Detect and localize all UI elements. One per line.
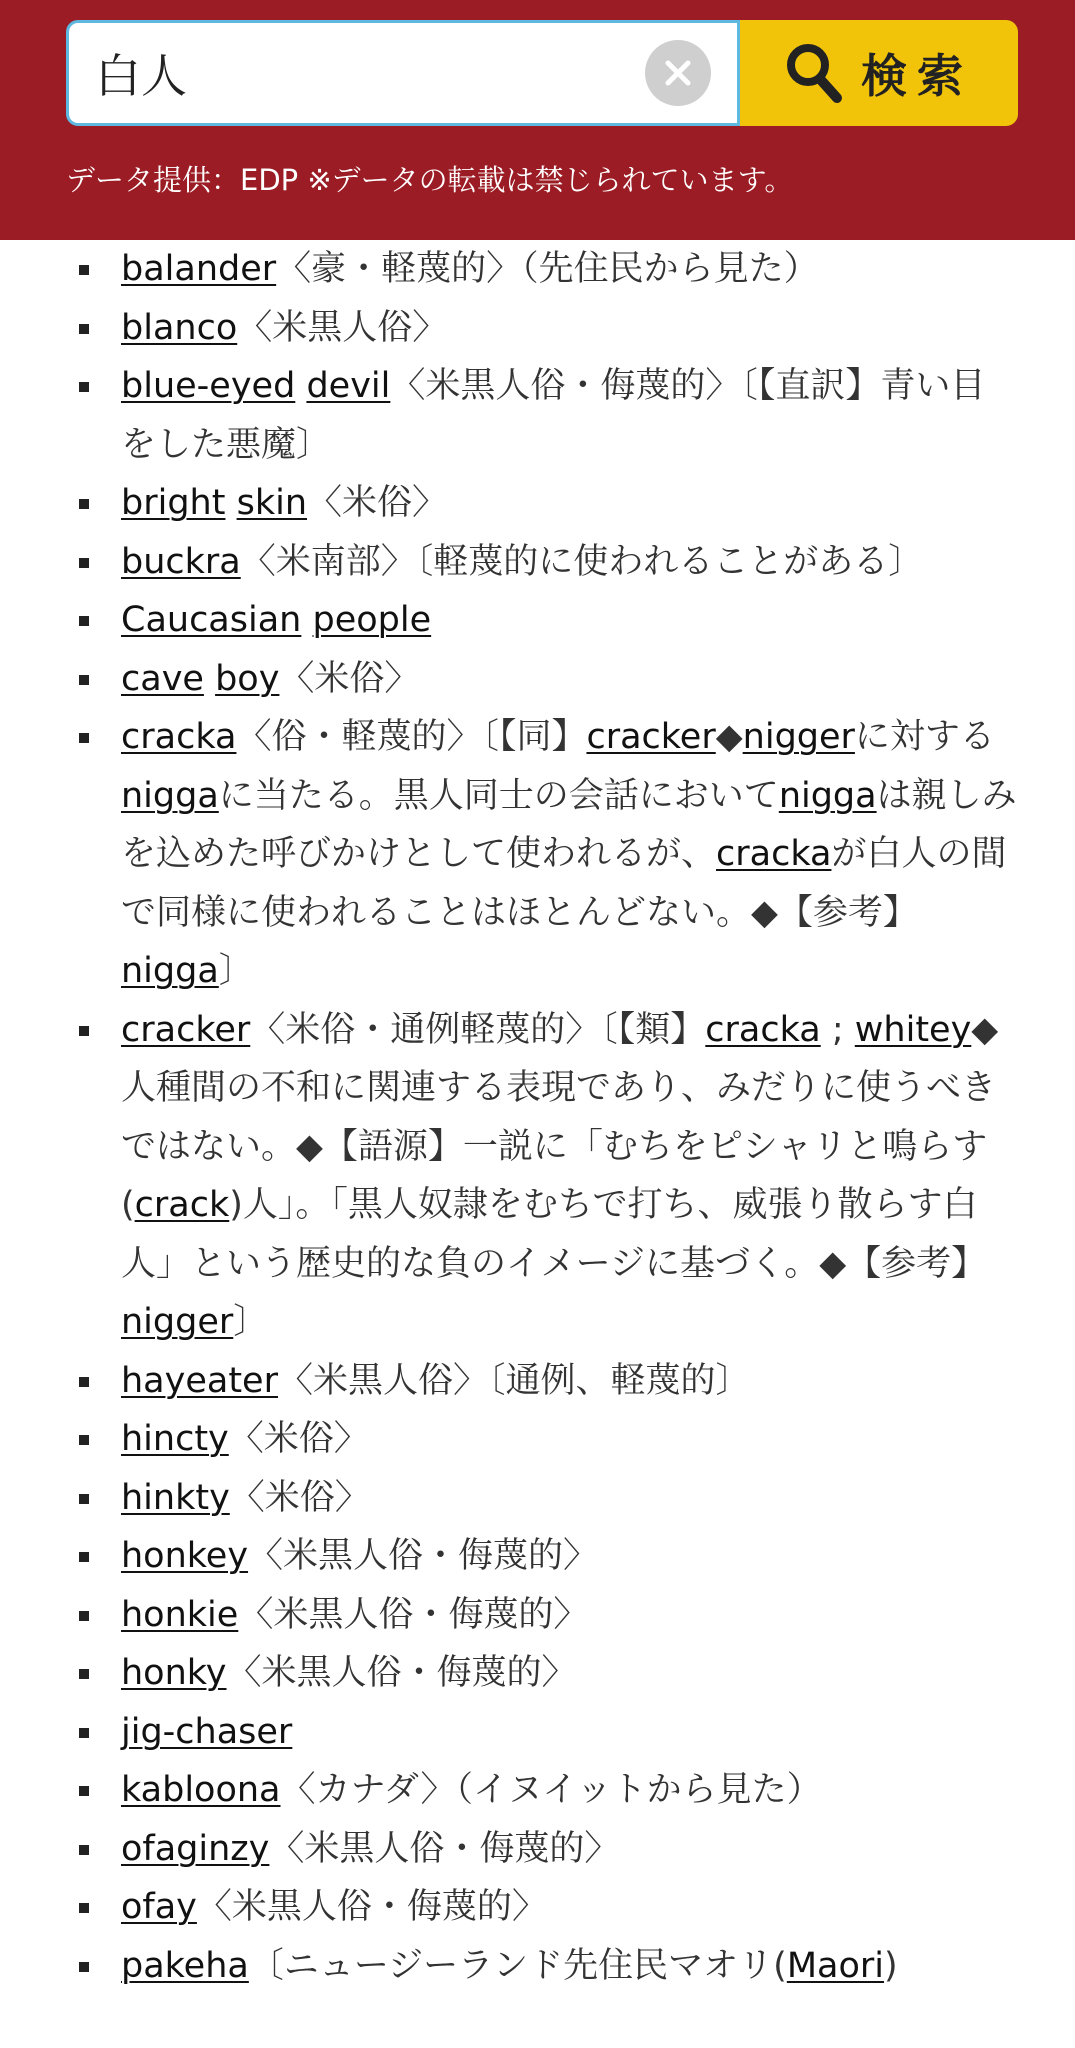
search-form (66, 20, 1018, 126)
entry-list (0, 240, 1075, 1995)
term-link[interactable]: honkey (121, 1536, 249, 1576)
reference-link[interactable]: nigger (742, 717, 855, 757)
clear-search-button[interactable] (645, 40, 711, 106)
list-item (0, 357, 1075, 474)
entry-note: 〈米黒人俗〉〔通例、軽蔑的〕 (277, 1360, 751, 1401)
term-link[interactable]: ofaginzy (121, 1828, 270, 1869)
term-link[interactable]: pakeha (121, 1945, 249, 1986)
list-item (0, 1761, 1075, 1820)
entry-note: 〈米黒人俗・侮蔑的〉 (269, 1828, 620, 1869)
reference-link[interactable]: crack (134, 1185, 230, 1225)
list-item (0, 1352, 1075, 1411)
entry-note: 〈米黒人俗・侮蔑的〉 (238, 1594, 589, 1635)
term-link[interactable]: cracka (121, 717, 237, 757)
entry-note-text: 〈米俗・通例軽蔑的〉〔【類】 (250, 1009, 706, 1050)
term-link[interactable]: people (312, 600, 432, 640)
search-icon (785, 42, 843, 104)
list-item (0, 1878, 1075, 1937)
entry-note: 〈豪・軽蔑的〉（先住民から見た） (276, 249, 819, 289)
entry-note: 〈カナダ〉（イヌイットから見た） (280, 1770, 822, 1810)
entry-note: 〈米南部〉〔軽蔑的に使われることがある〕 (240, 541, 924, 582)
entry-note: 〈米黒人俗・侮蔑的〉 (248, 1536, 599, 1576)
entry-note-text: 〔ニュージーランド先住民マオリ( (248, 1945, 787, 1986)
term-link[interactable]: bright (121, 483, 226, 523)
list-item (0, 708, 1075, 1001)
list-item (0, 1586, 1075, 1645)
list-item (0, 1469, 1075, 1528)
entry-note-text: に対する (854, 717, 995, 757)
entry-note-text: ; (820, 1009, 855, 1050)
term-link[interactable]: blue-eyed (121, 366, 296, 406)
entry-note: 〈米俗〉 (279, 658, 420, 699)
reference-link[interactable]: nigger (121, 1302, 234, 1342)
list-item (0, 1001, 1075, 1352)
term-link[interactable]: hinkty (121, 1477, 230, 1518)
reference-link[interactable]: cracker (586, 717, 716, 757)
header-bar (0, 0, 1075, 240)
reference-link[interactable]: cracka (705, 1009, 821, 1050)
term-link[interactable]: honkie (121, 1594, 239, 1635)
entry-note: 〈米黒人俗・侮蔑的〉 (196, 1887, 547, 1927)
search-input[interactable] (95, 33, 635, 113)
reference-link[interactable]: cracka (716, 834, 832, 874)
entry-note-text: は親しみを込めた呼びかけとして使われるが、 (121, 775, 1017, 874)
list-item (0, 240, 1075, 299)
close-icon (663, 58, 693, 88)
search-button-label: 検索 (861, 49, 973, 103)
list-item (0, 1820, 1075, 1879)
term-link[interactable]: kabloona (121, 1770, 281, 1810)
entry-note-text: が白人の間で同様に使われることはほとんどない。◆【参考】 (121, 834, 1007, 933)
list-item (0, 591, 1075, 650)
term-link[interactable]: blanco (121, 307, 238, 348)
reference-link[interactable]: nigga (121, 951, 219, 991)
list-item (0, 1527, 1075, 1586)
reference-link[interactable]: Maori (786, 1945, 885, 1986)
term-link[interactable]: ofay (121, 1887, 197, 1927)
term-link[interactable]: Caucasian (121, 600, 302, 640)
entry-note: 〈米黒人俗・侮蔑的〉 (226, 1653, 577, 1693)
entry-note: 〈米俗〉 (229, 1477, 370, 1518)
entry-note-text: ◆ (715, 717, 743, 757)
search-button[interactable] (740, 20, 1018, 126)
list-item (0, 1937, 1075, 1996)
list-item (0, 299, 1075, 358)
data-provider-notice: データ提供：EDP ※データの転載は禁じられています。 (66, 163, 794, 197)
term-link[interactable]: skin (236, 483, 308, 523)
term-link[interactable]: cave (121, 658, 204, 699)
term-link[interactable]: devil (306, 366, 391, 406)
list-item (0, 533, 1075, 592)
entry-note-text: ) (884, 1945, 898, 1986)
term-link[interactable]: balander (121, 249, 277, 289)
results-area (0, 240, 1075, 2048)
entry-note-text: ◆人種間の不和に関連する表現であり、みだりに使うべきではない。◆【語源】一説に「むちをピシャリと鳴らす( (121, 1009, 999, 1225)
term-link[interactable]: honky (121, 1653, 227, 1693)
entry-note: 〈米黒人俗〉 (237, 307, 448, 348)
list-item (0, 650, 1075, 709)
term-link[interactable]: buckra (121, 541, 241, 582)
list-item (0, 1644, 1075, 1703)
entry-note: 〈米俗〉 (307, 483, 448, 523)
reference-link[interactable]: nigga (121, 775, 219, 816)
reference-link[interactable]: nigga (778, 775, 877, 816)
entry-note-text: 〈俗・軽蔑的〉〔【同】 (236, 717, 587, 757)
list-item (0, 474, 1075, 533)
term-link[interactable]: jig-chaser (121, 1711, 293, 1752)
entry-note-text: 〕 (233, 1302, 269, 1342)
term-link[interactable]: cracker (121, 1009, 251, 1050)
entry-note: 〈米黒人俗・侮蔑的〉〔【直訳】青い目をした悪魔〕 (121, 366, 986, 465)
search-box (66, 20, 740, 126)
entry-note-text: 〕 (218, 951, 254, 991)
entry-note: 〈米俗〉 (228, 1419, 369, 1459)
entry-note-text: に当たる。黒人同士の会話において (218, 775, 779, 816)
term-link[interactable]: hincty (121, 1419, 229, 1459)
list-item (0, 1410, 1075, 1469)
reference-link[interactable]: whitey (854, 1009, 972, 1050)
term-link[interactable]: hayeater (121, 1360, 278, 1401)
entry-note-text: )人」。「黒人奴隷をむちで打ち、威張り散らす白人」という歴史的な負のイメージに基づく。◆【参考】 (121, 1185, 987, 1284)
term-link[interactable]: boy (215, 658, 280, 699)
list-item (0, 1703, 1075, 1762)
